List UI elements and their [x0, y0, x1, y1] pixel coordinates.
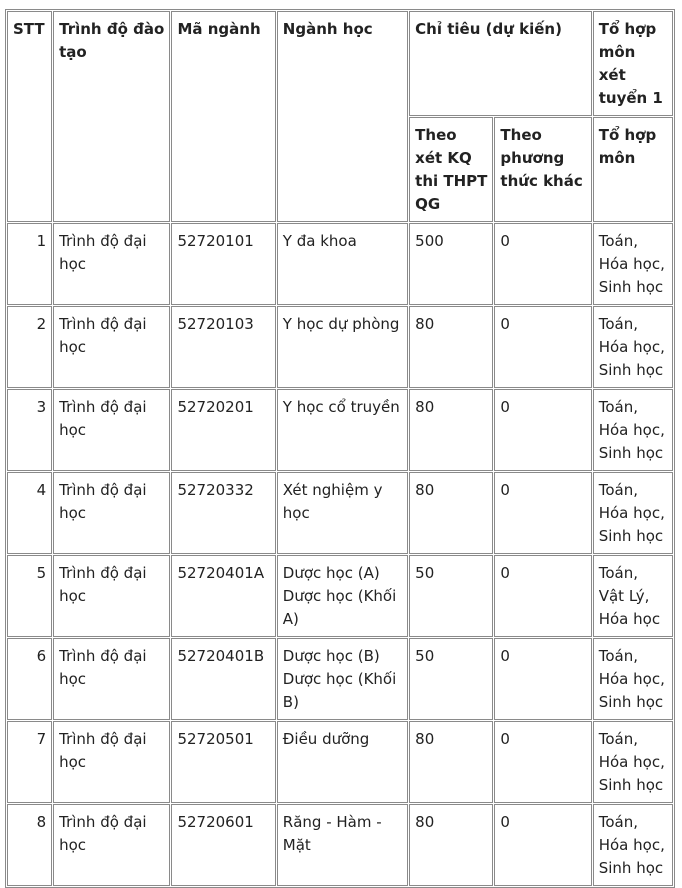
cell-stt: 7 [7, 721, 52, 803]
cell-quota-other: 0 [494, 555, 591, 637]
header-level: Trình độ đào tạo [53, 11, 170, 222]
cell-code: 52720501 [171, 721, 275, 803]
table-body [7, 11, 673, 886]
cell-stt: 4 [7, 472, 52, 554]
cell-level: Trình độ đại học [53, 306, 170, 388]
cell-quota-exam: 80 [409, 721, 493, 803]
cell-quota-exam: 50 [409, 638, 493, 720]
table-row [7, 306, 673, 388]
header-code: Mã ngành [171, 11, 275, 222]
cell-quota-exam: 80 [409, 306, 493, 388]
cell-quota-other: 0 [494, 223, 591, 305]
cell-code: 52720201 [171, 389, 275, 471]
cell-combo: Toán, Hóa học, Sinh học [593, 389, 673, 471]
cell-combo: Toán, Hóa học, Sinh học [593, 638, 673, 720]
table-row [7, 638, 673, 720]
cell-stt: 5 [7, 555, 52, 637]
cell-level: Trình độ đại học [53, 804, 170, 886]
table-row [7, 804, 673, 886]
table-row [7, 472, 673, 554]
cell-major: Y học dự phòng [277, 306, 408, 388]
cell-combo: Toán, Hóa học, Sinh học [593, 721, 673, 803]
cell-stt: 8 [7, 804, 52, 886]
cell-major: Xét nghiệm y học [277, 472, 408, 554]
cell-quota-exam: 80 [409, 389, 493, 471]
cell-combo: Toán, Vật Lý, Hóa học [593, 555, 673, 637]
header-quota-exam: Theo xét KQ thi THPT QG [409, 117, 493, 222]
cell-level: Trình độ đại học [53, 638, 170, 720]
cell-combo: Toán, Hóa học, Sinh học [593, 472, 673, 554]
cell-level: Trình độ đại học [53, 389, 170, 471]
cell-stt: 6 [7, 638, 52, 720]
header-major: Ngành học [277, 11, 408, 222]
cell-combo: Toán, Hóa học, Sinh học [593, 306, 673, 388]
cell-quota-other: 0 [494, 804, 591, 886]
cell-code: 52720601 [171, 804, 275, 886]
header-row-1 [7, 11, 673, 116]
header-quota-other: Theo phương thức khác [494, 117, 591, 222]
cell-code: 52720103 [171, 306, 275, 388]
cell-quota-other: 0 [494, 306, 591, 388]
cell-level: Trình độ đại học [53, 223, 170, 305]
cell-combo: Toán, Hóa học, Sinh học [593, 804, 673, 886]
header-stt: STT [7, 11, 52, 222]
cell-major: Y đa khoa [277, 223, 408, 305]
cell-code: 52720101 [171, 223, 275, 305]
cell-stt: 3 [7, 389, 52, 471]
table-row [7, 555, 673, 637]
cell-quota-exam: 500 [409, 223, 493, 305]
table-row [7, 223, 673, 305]
cell-quota-other: 0 [494, 389, 591, 471]
cell-combo: Toán, Hóa học, Sinh học [593, 223, 673, 305]
cell-major: Dược học (A) Dược học (Khối A) [277, 555, 408, 637]
cell-stt: 1 [7, 223, 52, 305]
table-row [7, 721, 673, 803]
cell-level: Trình độ đại học [53, 555, 170, 637]
cell-quota-other: 0 [494, 638, 591, 720]
cell-level: Trình độ đại học [53, 721, 170, 803]
cell-code: 52720401A [171, 555, 275, 637]
cell-quota-other: 0 [494, 472, 591, 554]
table-row [7, 389, 673, 471]
cell-quota-exam: 50 [409, 555, 493, 637]
cell-code: 52720332 [171, 472, 275, 554]
header-combo-group: Tổ hợp môn xét tuyển 1 [593, 11, 673, 116]
cell-level: Trình độ đại học [53, 472, 170, 554]
cell-major: Y học cổ truyền [277, 389, 408, 471]
cell-quota-other: 0 [494, 721, 591, 803]
admissions-table [5, 9, 675, 888]
header-combo: Tổ hợp môn [593, 117, 673, 222]
header-quota: Chỉ tiêu (dự kiến) [409, 11, 592, 116]
cell-major: Điều dưỡng [277, 721, 408, 803]
cell-major: Dược học (B) Dược học (Khối B) [277, 638, 408, 720]
cell-code: 52720401B [171, 638, 275, 720]
cell-quota-exam: 80 [409, 804, 493, 886]
cell-quota-exam: 80 [409, 472, 493, 554]
cell-major: Răng - Hàm - Mặt [277, 804, 408, 886]
cell-stt: 2 [7, 306, 52, 388]
